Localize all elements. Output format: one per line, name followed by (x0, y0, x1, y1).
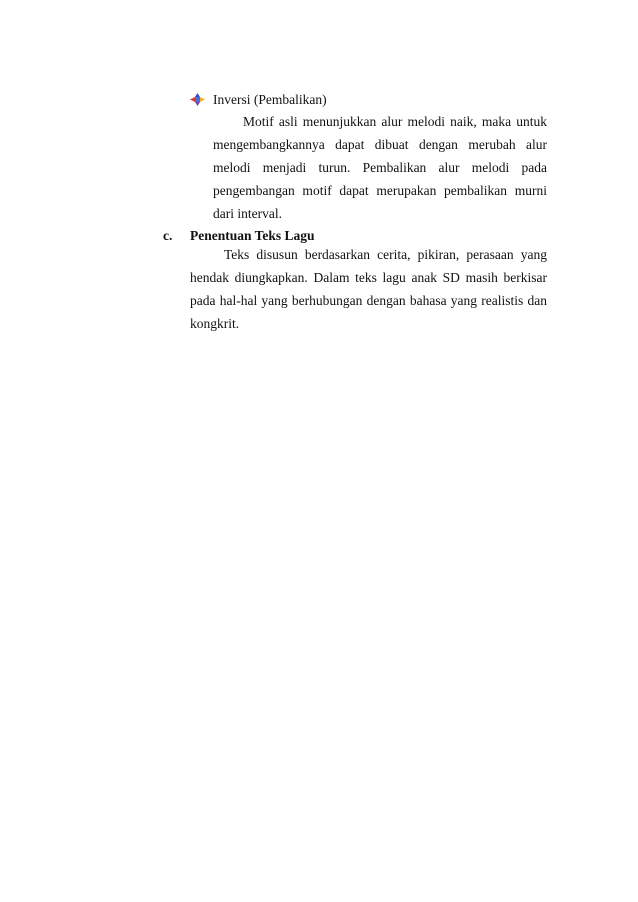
section-letter: c. (163, 228, 173, 243)
diamond-arrow-bullet-icon (190, 93, 205, 106)
bullet-title: Inversi (Pembalikan) (213, 92, 327, 107)
teks-lagu-paragraph: Teks disusun berdasarkan cerita, pikiran, perasaan yang hendak diungkapkan. Dalam teks lagu anak SD masih berkisar pada hal-hal yang berhubungan dengan bahasa yang realistis dan kongkrit. (190, 247, 547, 331)
inversi-paragraph: Motif asli menunjukkan alur melodi naik, maka untuk mengembangkannya dapat dibuat dengan merubah alur melodi menjadi turun. Pembalikan alur melodi pada pengembangan motif dapat merupakan pembalikan murni dari interval. (213, 114, 547, 221)
section-title: Penentuan Teks Lagu (190, 228, 315, 243)
